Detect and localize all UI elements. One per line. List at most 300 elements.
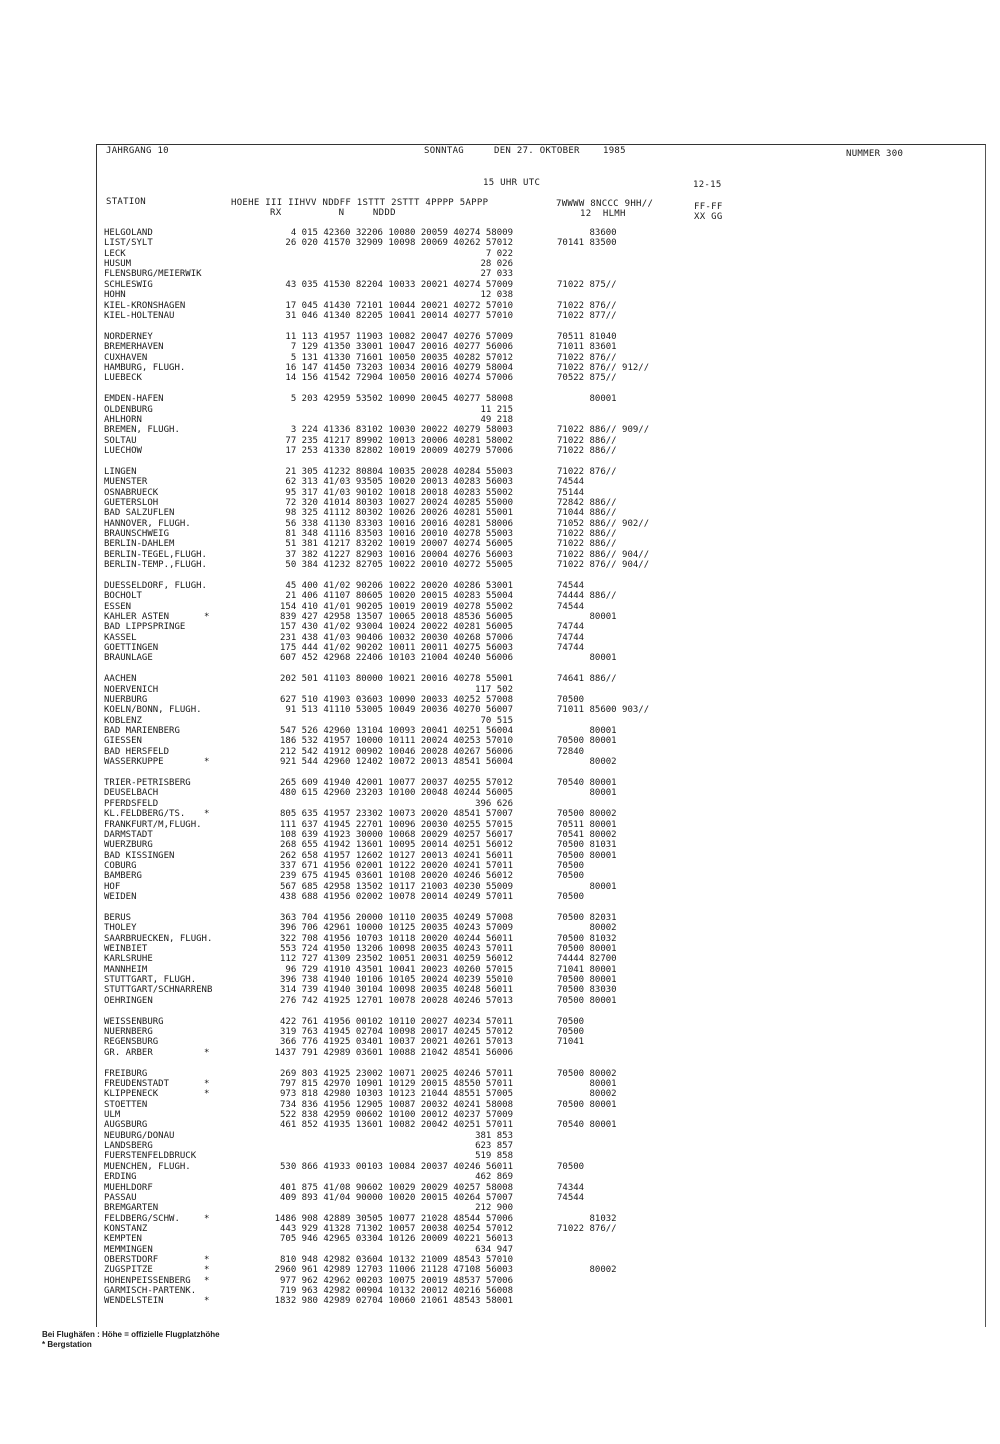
- table-row: [0, 238, 1000, 248]
- station-extra-groups: 71022 876// 912//: [557, 362, 650, 373]
- table-row: [0, 1276, 1000, 1286]
- station-code-groups: 7 022: [485, 248, 513, 259]
- station-name: KONSTANZ: [104, 1223, 148, 1234]
- table-row: [0, 861, 1000, 871]
- station-code-groups: 62 313 41/03 93505 10020 20013 40283 56003: [285, 477, 513, 488]
- table-row: [0, 1255, 1000, 1265]
- station-extra-groups: 70500 83030: [557, 985, 617, 996]
- table-row: [0, 778, 1000, 788]
- station-name: FREUDENSTADT: [104, 1079, 170, 1089]
- footnote-airports: Bei Flughäfen : Höhe = offizielle Flugplatzhöhe: [42, 1330, 220, 1339]
- table-row: [0, 892, 1000, 902]
- station-code-groups: 202 501 41103 80000 10021 20016 40278 55001: [280, 674, 513, 685]
- table-row: [0, 1069, 1000, 1079]
- table-row: [0, 1183, 1000, 1193]
- station-name: LECK: [104, 248, 126, 259]
- station-extra-groups: 81032: [557, 1213, 617, 1224]
- station-extra-groups: 70500: [557, 695, 585, 705]
- table-row: [0, 529, 1000, 539]
- table-row: [0, 820, 1000, 830]
- table-row: [0, 1203, 1000, 1213]
- table-row: [0, 1224, 1000, 1234]
- station-code-groups: 108 639 41923 30000 10068 20029 40257 56017: [280, 829, 513, 840]
- station-name: KOELN/BONN, FLUGH.: [104, 705, 202, 716]
- mountain-station-marker: *: [204, 757, 210, 768]
- table-row: [0, 1234, 1000, 1244]
- table-row: [0, 747, 1000, 757]
- station-code-groups: 805 635 41957 23302 10073 20020 48541 57007: [280, 809, 513, 820]
- station-code-groups: 12 038: [480, 290, 513, 301]
- group-columns-subheading: 12 HLMH: [580, 209, 626, 219]
- station-extra-groups: 80001: [557, 653, 617, 664]
- mountain-station-marker: *: [204, 612, 210, 622]
- table-row: [0, 674, 1000, 684]
- station-code-groups: 480 615 42960 23203 10100 20048 40244 56005: [280, 788, 513, 799]
- station-code-groups: 11 215: [480, 404, 513, 415]
- station-extra-groups: 71052 886// 902//: [557, 518, 650, 529]
- station-extra-groups: 70500 80001: [557, 943, 617, 954]
- station-extra-groups: 74544: [557, 601, 585, 612]
- station-name: KIEL-KRONSHAGEN: [104, 300, 186, 311]
- jahrgang-label: JAHRGANG 10: [106, 146, 169, 156]
- station-extra-groups: 70540 80001: [557, 778, 617, 789]
- table-row: [0, 1017, 1000, 1027]
- station-code-groups: 322 708 41956 10703 10118 20020 40244 56011: [280, 933, 513, 944]
- year-label: 1985: [603, 146, 626, 156]
- table-row: [0, 1162, 1000, 1172]
- station-name: BERUS: [104, 912, 132, 923]
- table-row: [0, 405, 1000, 415]
- table-row: [0, 290, 1000, 300]
- station-code-groups: 1486 908 42889 30505 10077 21028 48544 57006: [274, 1213, 513, 1224]
- station-name: DEUSELBACH: [104, 788, 159, 799]
- station-name: AHLHORN: [104, 414, 142, 425]
- station-name: OLDENBURG: [104, 404, 153, 415]
- station-extra-groups: 74744: [557, 622, 585, 633]
- station-code-groups: 553 724 41950 13206 10098 20035 40243 57011: [280, 943, 513, 954]
- station-extra-groups: 80002: [557, 923, 617, 934]
- station-extra-groups: 71022 886// 909//: [557, 425, 650, 436]
- station-extra-groups: 80002: [557, 757, 617, 768]
- station-code-groups: 51 381 41217 83202 10019 20007 40274 56005: [285, 539, 513, 550]
- station-code-groups: 2960 961 42989 12703 11006 21128 47108 56003: [274, 1265, 513, 1276]
- station-code-groups: 16 147 41450 73203 10034 20016 40279 58004: [285, 362, 513, 373]
- station-extra-groups: 71022 876// 904//: [557, 560, 650, 570]
- station-code-groups: 77 235 41217 89902 10013 20006 40281 58002: [285, 435, 513, 446]
- table-row: [0, 259, 1000, 269]
- station-name: NOERVENICH: [104, 684, 159, 695]
- table-row: [0, 332, 1000, 342]
- station-code-groups: 409 893 41/04 90000 10020 20015 40264 57007: [280, 1192, 513, 1203]
- station-name: KIEL-HOLTENAU: [104, 310, 175, 321]
- table-row: [0, 508, 1000, 518]
- station-code-groups: 567 685 42958 13502 10117 21003 40230 55009: [280, 881, 513, 892]
- station-extra-groups: 71022 876//: [557, 1223, 617, 1234]
- station-extra-groups: 71022 876//: [557, 352, 617, 363]
- station-name: THOLEY: [104, 923, 137, 934]
- station-code-groups: 111 637 41945 22701 10096 20030 40255 57015: [280, 819, 513, 830]
- table-row: [0, 228, 1000, 238]
- station-name: DARMSTADT: [104, 829, 153, 840]
- station-extra-groups: 80001: [557, 612, 617, 622]
- station-name: BRAUNSCHWEIG: [104, 528, 170, 539]
- station-name: COBURG: [104, 860, 137, 871]
- table-row: [0, 923, 1000, 933]
- table-row: [0, 612, 1000, 622]
- mountain-station-marker: *: [204, 1296, 210, 1307]
- station-extra-groups: 70511 80001: [557, 819, 617, 830]
- table-row: [0, 757, 1000, 767]
- station-code-groups: 212 900: [475, 1203, 513, 1214]
- station-extra-groups: 70141 83500: [557, 238, 617, 249]
- station-name: ULM: [104, 1110, 121, 1120]
- station-name: KL.FELDBERG/TS.: [104, 809, 186, 820]
- station-code-groups: 547 526 42960 13104 10093 20041 40251 56004: [280, 726, 513, 737]
- station-code-groups: 27 033: [480, 269, 513, 280]
- station-code-groups: 186 532 41957 10000 10111 20024 40253 57010: [280, 736, 513, 747]
- mountain-station-marker: *: [204, 1089, 210, 1100]
- table-row: [0, 498, 1000, 508]
- station-name: HUSUM: [104, 259, 132, 270]
- station-name: WEINBIET: [104, 943, 148, 954]
- station-name: PFERDSFELD: [104, 798, 159, 809]
- station-code-groups: 1832 980 42989 02704 10060 21061 48543 58001: [274, 1296, 513, 1307]
- station-code-groups: 810 948 42982 03604 10132 21009 48543 57010: [280, 1254, 513, 1265]
- station-extra-groups: 70500: [557, 871, 585, 882]
- station-extra-groups: 74344: [557, 1182, 585, 1193]
- station-name: GIESSEN: [104, 736, 142, 747]
- station-name: OSNABRUECK: [104, 487, 159, 498]
- table-row: [0, 477, 1000, 487]
- table-row: [0, 809, 1000, 819]
- table-row: [0, 799, 1000, 809]
- station-code-groups: 319 763 41945 02704 10098 20017 40245 57012: [280, 1027, 513, 1037]
- station-code-groups: 43 035 41530 82204 10033 20021 40274 57009: [285, 279, 513, 290]
- station-code-groups: 522 838 42959 00602 10100 20012 40237 57009: [280, 1110, 513, 1120]
- station-code-groups: 7 129 41350 33001 10047 20016 40277 56006: [290, 342, 513, 353]
- station-extra-groups: 74444 886//: [557, 591, 617, 602]
- station-extra-groups: 70500 81031: [557, 840, 617, 851]
- table-row: [0, 280, 1000, 290]
- station-extra-groups: 74544: [557, 477, 585, 488]
- table-row: [0, 591, 1000, 601]
- station-code-groups: 627 510 41903 03603 10090 20033 40252 57008: [280, 695, 513, 705]
- station-name: BERLIN-TEMP.,FLUGH.: [104, 560, 207, 570]
- station-code-groups: 461 852 41935 13601 10082 20042 40251 57011: [280, 1120, 513, 1131]
- station-extra-groups: 70500: [557, 891, 585, 902]
- station-extra-groups: 71011 83601: [557, 342, 617, 353]
- table-row: [0, 363, 1000, 373]
- table-row: [0, 1151, 1000, 1161]
- station-code-groups: 17 045 41430 72101 10044 20021 40272 57010: [285, 300, 513, 311]
- table-row: [0, 944, 1000, 954]
- station-extra-groups: 83600: [557, 228, 617, 238]
- observation-time: 15 UHR UTC: [483, 178, 541, 188]
- station-extra-groups: 74544: [557, 1192, 585, 1203]
- station-name: MANNHEIM: [104, 964, 148, 975]
- table-row: [0, 1296, 1000, 1306]
- station-code-groups: 112 727 41309 23502 10051 20031 40259 56012: [280, 954, 513, 965]
- station-name: LUEBECK: [104, 373, 142, 384]
- station-extra-groups: 74544: [557, 580, 585, 591]
- table-row: [0, 1172, 1000, 1182]
- station-code-groups: 95 317 41/03 90102 10018 20018 40283 55002: [285, 487, 513, 498]
- station-code-groups: 719 963 42982 00904 10132 20012 40216 56008: [280, 1285, 513, 1296]
- station-name: TRIER-PETRISBERG: [104, 778, 191, 789]
- station-name: GR. ARBER: [104, 1047, 153, 1058]
- station-name: ERDING: [104, 1172, 137, 1183]
- table-row: [0, 840, 1000, 850]
- station-extra-groups: 70500 80001: [557, 975, 617, 985]
- station-name: BAMBERG: [104, 871, 142, 882]
- station-code-groups: 977 962 42962 00203 10075 20019 48537 57006: [280, 1275, 513, 1286]
- station-code-groups: 31 046 41340 82205 10041 20014 40277 57010: [285, 310, 513, 321]
- station-name: STUTTGART/SCHNARRENB: [104, 985, 213, 996]
- table-row: [0, 851, 1000, 861]
- table-row: [0, 695, 1000, 705]
- station-name: KEMPTEN: [104, 1234, 142, 1245]
- station-code-groups: 70 515: [480, 715, 513, 726]
- station-code-groups: 72 320 41014 80303 10027 20024 40285 55000: [285, 497, 513, 508]
- table-row: [0, 1079, 1000, 1089]
- table-row: [0, 415, 1000, 425]
- table-row: [0, 301, 1000, 311]
- table-row: [0, 539, 1000, 549]
- station-name: LANDSBERG: [104, 1141, 153, 1152]
- station-code-groups: 519 858: [475, 1151, 513, 1162]
- table-row: [0, 560, 1000, 570]
- station-code-groups: 262 658 41957 12602 10127 20013 40241 56011: [280, 850, 513, 861]
- station-code-groups: 607 452 42968 22406 10103 21004 40240 56006: [280, 653, 513, 664]
- station-code-groups: 5 131 41330 71601 10050 20035 40282 57012: [290, 352, 513, 363]
- station-name: HAMBURG, FLUGH.: [104, 362, 186, 373]
- station-extra-groups: 70522 875//: [557, 373, 617, 384]
- station-code-groups: 212 542 41912 00902 10046 20028 40267 56006: [280, 746, 513, 757]
- station-name: DUESSELDORF, FLUGH.: [104, 580, 207, 591]
- station-name: SAARBRUECKEN, FLUGH.: [104, 933, 213, 944]
- station-name: PASSAU: [104, 1192, 137, 1203]
- station-code-groups: 56 338 41130 83303 10016 20016 40281 58006: [285, 518, 513, 529]
- station-code-groups: 363 704 41956 20000 10110 20035 40249 57008: [280, 912, 513, 923]
- table-row: [0, 934, 1000, 944]
- table-row: [0, 716, 1000, 726]
- station-name: STOETTEN: [104, 1099, 148, 1110]
- table-row: [0, 736, 1000, 746]
- station-extra-groups: 70500 80002: [557, 1068, 617, 1079]
- station-name: KARLSRUHE: [104, 954, 153, 965]
- table-row: [0, 550, 1000, 560]
- station-name: WUERZBURG: [104, 840, 153, 851]
- table-row: [0, 269, 1000, 279]
- station-code-groups: 396 626: [475, 798, 513, 809]
- station-code-groups: 797 815 42970 10901 10129 20015 48550 57011: [280, 1079, 513, 1089]
- station-code-groups: 634 947: [475, 1244, 513, 1255]
- station-name: KLIPPENECK: [104, 1089, 159, 1100]
- station-extra-groups: 80002: [557, 1265, 617, 1276]
- table-row: [0, 985, 1000, 995]
- station-name: NEUBURG/DONAU: [104, 1130, 175, 1141]
- station-extra-groups: 70500 80002: [557, 809, 617, 820]
- table-row: [0, 1214, 1000, 1224]
- station-extra-groups: 70500 80001: [557, 1099, 617, 1110]
- station-extra-groups: 70500: [557, 1027, 585, 1037]
- station-code-groups: 381 853: [475, 1130, 513, 1141]
- station-name: NUERBURG: [104, 695, 148, 705]
- station-code-groups: 231 438 41/03 90406 10032 20030 40268 57006: [280, 632, 513, 643]
- station-extra-groups: 70541 80002: [557, 829, 617, 840]
- station-code-groups: 21 406 41107 80605 10020 20015 40283 55004: [285, 591, 513, 602]
- station-name: LIST/SYLT: [104, 238, 153, 249]
- station-name: HELGOLAND: [104, 228, 153, 238]
- station-code-groups: 4 015 42360 32206 10080 20059 40274 58009: [290, 228, 513, 238]
- table-row: [0, 249, 1000, 259]
- station-name: BREMEN, FLUGH.: [104, 425, 180, 436]
- mountain-station-marker: *: [204, 1254, 210, 1265]
- station-name: HOHN: [104, 290, 126, 301]
- station-name: WENDELSTEIN: [104, 1296, 164, 1307]
- station-code-groups: 91 513 41110 53005 10049 20036 40270 56007: [285, 705, 513, 716]
- table-row: [0, 425, 1000, 435]
- station-name: FREIBURG: [104, 1068, 148, 1079]
- station-extra-groups: 72842 886//: [557, 497, 617, 508]
- station-extra-groups: 70500 82031: [557, 912, 617, 923]
- extra-columns-subheading: XX GG: [694, 212, 723, 222]
- station-code-groups: 17 253 41330 82802 10019 20009 40279 57006: [285, 445, 513, 456]
- mountain-station-marker: *: [204, 1265, 210, 1276]
- station-extra-groups: 71022 886//: [557, 445, 617, 456]
- station-name: BOCHOLT: [104, 591, 142, 602]
- station-code-groups: 26 020 41570 32909 10098 20069 40262 57012: [285, 238, 513, 249]
- station-code-groups: 443 929 41328 71302 10057 20038 40254 57012: [280, 1223, 513, 1234]
- station-extra-groups: 71041: [557, 1037, 585, 1048]
- station-code-groups: 1437 791 42989 03601 10088 21042 48541 56006: [274, 1047, 513, 1058]
- station-name: OBERSTDORF: [104, 1254, 159, 1265]
- table-row: [0, 602, 1000, 612]
- station-extra-groups: 71022 886//: [557, 528, 617, 539]
- station-code-groups: 28 026: [480, 259, 513, 270]
- station-name: KASSEL: [104, 632, 137, 643]
- station-extra-groups: 72840: [557, 746, 585, 757]
- station-code-groups: 37 382 41227 82903 10016 20004 40276 56003: [285, 549, 513, 560]
- code-columns-heading: HOEHE III IIHVV NDDFF 1STTT 2STTT 4PPPP 5APPP: [231, 198, 489, 208]
- station-code-groups: 157 430 41/02 93004 10024 20022 40281 56005: [280, 622, 513, 633]
- station-code-groups: 3 224 41336 83102 10030 20022 40279 58003: [290, 425, 513, 436]
- station-name: BAD SALZUFLEN: [104, 508, 175, 519]
- table-row: [0, 653, 1000, 663]
- code-columns-subheading: RX N NDDD: [270, 208, 396, 218]
- table-row: [0, 705, 1000, 715]
- table-row: [0, 830, 1000, 840]
- station-extra-groups: 71044 886//: [557, 508, 617, 519]
- station-extra-groups: 71022 877//: [557, 310, 617, 321]
- station-code-groups: 276 742 41925 12701 10078 20028 40246 57013: [280, 995, 513, 1006]
- station-code-groups: 81 348 41116 83503 10016 20010 40278 55003: [285, 528, 513, 539]
- station-name: LUECHOW: [104, 445, 142, 456]
- station-name: FRANKFURT/M,FLUGH.: [104, 819, 202, 830]
- table-row: [0, 643, 1000, 653]
- station-extra-groups: 80001: [557, 1079, 617, 1089]
- station-extra-groups: 71022 876//: [557, 300, 617, 311]
- station-code-groups: 21 305 41232 80804 10035 20028 40284 55003: [285, 466, 513, 477]
- station-name: WASSERKUPPE: [104, 757, 164, 768]
- mountain-station-marker: *: [204, 1275, 210, 1286]
- station-extra-groups: 70511 81040: [557, 331, 617, 342]
- table-row: [0, 311, 1000, 321]
- table-row: [0, 519, 1000, 529]
- station-extra-groups: 71022 876//: [557, 466, 617, 477]
- station-extra-groups: 71022 875//: [557, 279, 617, 290]
- station-code-groups: 462 869: [475, 1172, 513, 1183]
- weekday-label: SONNTAG: [424, 146, 465, 156]
- station-name: BAD LIPPSPRINGE: [104, 622, 186, 633]
- time-range: 12-15: [693, 180, 722, 190]
- station-code-groups: 396 706 42961 10000 10125 20035 40243 57009: [280, 923, 513, 934]
- table-row: [0, 882, 1000, 892]
- station-extra-groups: 80002: [557, 1089, 617, 1100]
- group-columns-heading: 7WWWW 8NCCC 9HH//: [556, 199, 654, 209]
- station-code-groups: 401 875 41/08 90602 10029 20029 40257 58008: [280, 1182, 513, 1193]
- station-name: NUERNBERG: [104, 1027, 153, 1037]
- station-extra-groups: 70540 80001: [557, 1120, 617, 1131]
- station-name: SOLTAU: [104, 435, 137, 446]
- station-name: STUTTGART, FLUGH.: [104, 975, 197, 985]
- station-name: LINGEN: [104, 466, 137, 477]
- table-row: [0, 581, 1000, 591]
- station-extra-groups: 71022 886//: [557, 435, 617, 446]
- station-extra-groups: 70500: [557, 860, 585, 871]
- table-row: [0, 1131, 1000, 1141]
- station-name: MUENSTER: [104, 477, 148, 488]
- table-row: [0, 446, 1000, 456]
- table-row: [0, 1100, 1000, 1110]
- station-name: BREMERHAVEN: [104, 342, 164, 353]
- station-name: AUGSBURG: [104, 1120, 148, 1131]
- station-name: BERLIN-TEGEL,FLUGH.: [104, 549, 207, 560]
- station-name: REGENSBURG: [104, 1037, 159, 1048]
- station-extra-groups: 70500 80001: [557, 850, 617, 861]
- station-code-groups: 268 655 41942 13601 10095 20014 40251 56012: [280, 840, 513, 851]
- table-row: [0, 342, 1000, 352]
- table-row: [0, 1193, 1000, 1203]
- station-name: EMDEN-HAFEN: [104, 394, 164, 405]
- station-extra-groups: 70500 81032: [557, 933, 617, 944]
- station-name: NORDERNEY: [104, 331, 153, 342]
- station-code-groups: 839 427 42958 13507 10065 20018 48536 56005: [280, 612, 513, 622]
- table-row: [0, 1037, 1000, 1047]
- station-name: BAD KISSINGEN: [104, 850, 175, 861]
- station-name: KAHLER ASTEN: [104, 612, 170, 622]
- table-row: [0, 436, 1000, 446]
- station-extra-groups: 70500: [557, 1016, 585, 1027]
- table-row: [0, 1286, 1000, 1296]
- table-row: [0, 353, 1000, 363]
- table-row: [0, 1245, 1000, 1255]
- table-row: [0, 1120, 1000, 1130]
- station-name: MUENCHEN, FLUGH.: [104, 1161, 191, 1172]
- mountain-station-marker: *: [204, 1213, 210, 1224]
- table-row: [0, 1089, 1000, 1099]
- station-name: BRAUNLAGE: [104, 653, 153, 664]
- table-row: [0, 1027, 1000, 1037]
- issue-number: NUMMER 300: [846, 149, 904, 159]
- station-code-groups: 314 739 41940 30104 10098 20035 40248 56011: [280, 985, 513, 996]
- station-name: GOETTINGEN: [104, 643, 159, 653]
- station-code-groups: 96 729 41910 43501 10041 20023 40260 57015: [285, 964, 513, 975]
- station-code-groups: 50 384 41232 82705 10022 20010 40272 55005: [285, 560, 513, 570]
- station-code-groups: 396 738 41940 10106 10105 20024 40239 55010: [280, 975, 513, 985]
- station-extra-groups: 70500 80001: [557, 736, 617, 747]
- table-row: [0, 488, 1000, 498]
